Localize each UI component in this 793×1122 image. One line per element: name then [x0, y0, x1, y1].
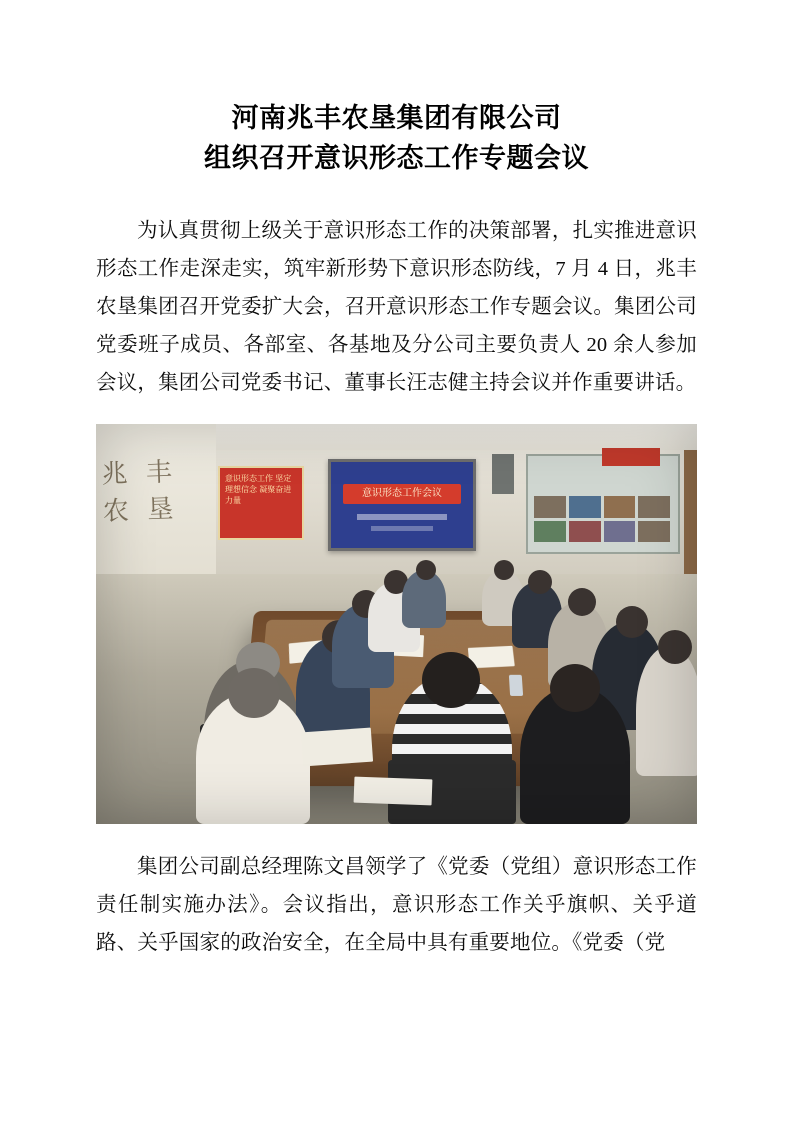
table-thermos — [509, 675, 523, 696]
page-title — [96, 0, 697, 178]
participant-head — [228, 668, 280, 718]
wall-speaker — [492, 454, 514, 494]
participant-head — [528, 570, 552, 594]
screen-caption — [343, 484, 461, 504]
participant — [636, 646, 697, 776]
participant-papers — [354, 777, 433, 806]
page-title-line-2: 组织召开意识形态工作专题会议 — [204, 143, 589, 173]
participant-head — [422, 652, 480, 708]
body-paragraph-2: 集团公司副总经理陈文昌领学了《党委（党组）意识形态工作责任制实施办法》。会议指出，意识形态工作关乎旗帜、关乎道路、关乎国家的政治安全，在全局中具有重要地位。《党委（党 — [96, 856, 697, 954]
screen-subline-2 — [371, 526, 433, 531]
photo-wall-banner — [218, 466, 304, 540]
participant-papers — [301, 728, 373, 767]
bulletin-board-header — [602, 448, 660, 466]
projection-screen — [328, 459, 476, 551]
meeting-photo — [96, 424, 697, 824]
screen-subline-1 — [357, 514, 447, 520]
participant-head — [494, 560, 514, 580]
participant-head — [568, 588, 596, 616]
page-title-line-1: 河南兆丰农垦集团有限公司 — [231, 103, 562, 133]
screen-caption-text: 意识形态工作会议 — [362, 488, 442, 499]
wall-calligraphy: 兆 丰 农 垦 — [101, 457, 180, 526]
participant-head — [550, 664, 600, 712]
body-paragraph-1: 为认真贯彻上级关于意识形态工作的决策部署，扎实推进意识形态工作走深走实，筑牢新形势下意识形态防线，7 月 4 日，兆丰农垦集团召开党委扩大会，召开意识形态工作专题会议。集团公司党委班子成员、各部室、各基地及分公司主要负责人 20 余人参加会议，集团公司党委书记、董事长汪志健主持会议并作重要讲话。 — [96, 220, 697, 394]
participant-head — [616, 606, 648, 638]
bulletin-photo-grid — [534, 496, 670, 542]
participant-head — [658, 630, 692, 664]
participant-head — [416, 560, 436, 580]
wall-banner-text: 意识形态工作 坚定理想信念 凝聚奋进力量 — [225, 474, 292, 505]
